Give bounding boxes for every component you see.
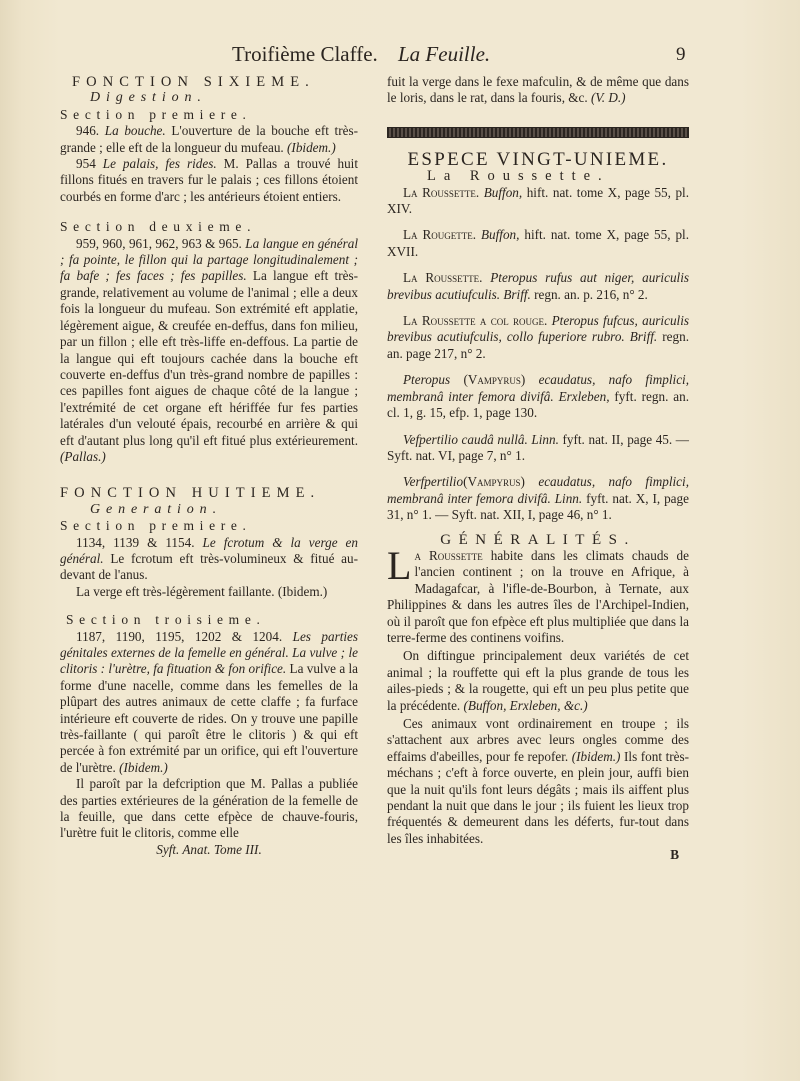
- header-class: Troifième Claffe.: [232, 42, 378, 66]
- synonym-1: [387, 185, 689, 218]
- running-header: [0, 42, 800, 72]
- synonym-latin: Pteropus rufus aut niger, auriculis brevibus acutiufculis. Briff.: [387, 270, 689, 302]
- article-text: L'ouverture de la bouche eft très-grande ; elle eft de la longueur du mufeau.: [60, 123, 358, 155]
- article-title: Le fcrotum & la verge en général.: [60, 534, 358, 566]
- espece-heading: ESPECE VINGT-UNIEME.: [407, 148, 669, 170]
- paragraph-946: [60, 123, 358, 156]
- section-premiere-heading-2: Section premiere.: [60, 518, 252, 534]
- article-title: La bouche.: [104, 123, 166, 139]
- synonym-ref: hift. nat. tome X, page 55, pl. XIV.: [387, 184, 690, 217]
- synonym-latin: Vefpertilio caudâ nullâ. Linn.: [403, 431, 559, 447]
- synonym-ref: fyft. nat. X, I, page 31, n° 1. — Syft. nat. XII, I, page 46, n° 1.: [387, 490, 689, 523]
- page-number: 9: [676, 44, 686, 65]
- generalites-paragraph-2: [387, 648, 689, 714]
- paragraph-1134: [60, 535, 358, 584]
- synonym-3: [387, 270, 689, 303]
- continuation-text: fuit la verge dans le fexe mafculin, & de même que dans le loris, dans le rat, dans la fouris, &c.: [387, 74, 689, 106]
- paragraph-1134-verge: La verge eft très-légèrement faillante. (Ibidem.): [76, 583, 328, 599]
- synonym-author: Buffon,: [483, 184, 523, 200]
- article-title: Le palais, fes rides.: [102, 156, 217, 172]
- paragraph-text: Ils font très-méchans ; c'eft à force ouverte, en plein jour, auffi bien que la nuit qu'ils font leurs dégâts ; mais ils aiffent plus pendant la nuit que dans le jour ; ils fuient les lieux trop fréquentés & demeurent dans les déferts, fur-tout dans les îles inhabitées.: [387, 748, 690, 846]
- fonction-huitieme-heading: FONCTION HUITIEME.: [60, 485, 321, 502]
- paragraph-954: [60, 156, 358, 205]
- digestion-heading: Digestion.: [90, 90, 207, 106]
- article-text: La vulve a la forme d'une nacelle, comme dans les femelles de la plûpart des autres animaux de cette claffe ; fa furface intérieure eft couverte de rides. On y trouve une papille très-faillante ( qui paroît être le clitoris ) & qui eft percée à fon extrémité par un orifice, qui eft l'ouverture de l'urètre.: [60, 661, 359, 775]
- synonym-name: La Rougette.: [403, 227, 477, 243]
- left-column: [60, 74, 358, 858]
- synonym-genus: Verfpertilio: [403, 474, 464, 490]
- roussette-heading: La Roussette.: [427, 168, 610, 185]
- article-text: M. Pallas a trouvé huit fillons fitués en travers fur le palais ; ces fillons étoient courbés en forme d'arc ; les antérieurs étoient entiers.: [60, 156, 358, 204]
- synonym-7: [387, 474, 689, 523]
- header-family: La Feuille.: [398, 42, 491, 66]
- generalites-paragraph-1: [387, 542, 690, 646]
- generation-heading: Generation.: [90, 501, 222, 517]
- synonym-name: La Roussette.: [403, 184, 480, 200]
- citation: (Ibidem.): [571, 748, 621, 764]
- section-premiere-heading: Section premiere.: [60, 106, 252, 122]
- synonym-ref: regn. an. p. 216, n° 2.: [530, 286, 648, 302]
- synonym-latin: ecaudatus, nafo fimplici, membranâ inter femora divifâ. Linn.: [387, 474, 689, 506]
- section-deuxieme-heading: Section deuxieme.: [60, 219, 257, 235]
- synonym-latin: Pteropus fufcus, auriculis brevibus acutiufculis, collo fuperiore rubro. Briff.: [387, 313, 690, 345]
- paragraph-text: Ces animaux vont ordinairement en troupe ; ils s'attachent aux arbres avec leurs ongles comme des effaims d'abeilles, pour fe repofer.: [387, 716, 689, 764]
- paragraph-text: habite dans les climats chauds de l'ancien continent ; on la trouve en Afrique, à Madagafcar, à l'ifle-de-Bourbon, à Ternate, aux Philippines & dans les autres îles de l'Archipel-Indien, où il paroît que fon efpèce eft plus multipliée que dans la terre-ferme des continens voifins.: [387, 547, 690, 645]
- synonym-ref: fyft. nat. II, page 45. — Syft. nat. VI, page 7, n° 1.: [387, 431, 689, 463]
- subject-name: a Roussette: [414, 547, 483, 563]
- citation: (Buffon, Erxleben, &c.): [463, 697, 588, 713]
- catchword: B: [670, 847, 679, 863]
- generalites-heading: GÉNÉRALITÉS.: [440, 531, 636, 548]
- article-text: Le fcrotum eft très-volumineux & fitué au-devant de l'anus.: [60, 550, 358, 583]
- paragraph-1187: [60, 629, 358, 777]
- synonym-name: La Roussette a col rouge.: [403, 313, 548, 329]
- generalites-paragraph-3: [387, 716, 689, 847]
- synonym-author: Buffon,: [480, 227, 520, 243]
- article-text: La langue eft très-grande, relativement au volume de l'animal ; elle a deux fois la longueur du mufeau. Son extrémité eft applatie, légèrement aigue, & creufée en-deffus, dans fon milieu, par un fillon ; elle eft très-liffe en-deffous. La partie de la langue qui eft toujours cachée dans la bouche eft couverte en-deffus d'un très-grand nombre de papilles : ces papilles font aigues de chaque côté de la langue ; l'extrémité de cet organe eft hériffée fur fes parties latérales d'un velouté épais, recourbé en arrière & qui eft d'autant plus long qu'il eft fitué plus extérieurement.: [60, 268, 358, 448]
- drop-cap: L: [387, 542, 412, 588]
- synonym-ref: hift. nat. tome X, page 55, pl. XVII.: [387, 227, 690, 259]
- article-number: 1187, 1190, 1195, 1202 & 1204.: [76, 628, 283, 644]
- right-column: [387, 74, 689, 864]
- paragraph-959: [60, 236, 358, 466]
- paragraph-text: On diftingue principalement deux variétés de cet animal ; la rouffette qui eft la plus grande de tous les ailes-pieds ; & la rougette, qui eft un peu plus petite que la précédente.: [387, 648, 689, 713]
- article-number: 946.: [76, 123, 100, 139]
- synonym-subgenus: (Vampyrus): [463, 474, 525, 490]
- fonction-sixieme-heading: FONCTION SIXIEME.: [72, 74, 315, 90]
- citation: (Pallas.): [60, 448, 106, 464]
- synonym-ref: regn. an. page 217, n° 2.: [387, 329, 690, 361]
- synonym-2: [387, 227, 689, 260]
- section-troisieme-heading: Section troisieme.: [66, 612, 266, 628]
- signature-footer: Syft. Anat. Tome III.: [156, 841, 262, 857]
- synonym-latin: ecaudatus, nafo fimplici, membranâ inter femora divifâ. Erxleben,: [387, 372, 690, 404]
- synonym-6: [387, 432, 689, 465]
- article-number: 1134, 1139 & 1154.: [76, 534, 195, 550]
- synonym-ref: fyft. regn. an. cl. 1, g. 15, efp. 1, page 130.: [387, 388, 690, 421]
- article-title: Les parties génitales externes de la femelle en général. La vulve ; le clitoris : l'urètre, fa fituation & fon orifice.: [60, 628, 359, 677]
- paragraph-pallas: Il paroît par la defcription que M. Pallas a publiée des parties extérieures de la génération de la femelle de la feuille, que dans cette efpèce de chauve-fouris, l'urètre fuit le clitoris, comme elle: [60, 776, 358, 841]
- synonym-4: [387, 313, 689, 362]
- paragraph-continuation: [387, 74, 689, 107]
- synonym-genus: Pteropus: [403, 372, 451, 388]
- article-number: 959, 960, 961, 962, 963 & 965.: [76, 235, 242, 251]
- citation: (Ibidem.): [287, 139, 336, 155]
- article-number: 954: [76, 156, 96, 172]
- citation: (V. D.): [591, 90, 626, 106]
- ornamental-rule: [387, 127, 689, 138]
- synonym-5: [387, 372, 689, 421]
- synonym-subgenus: (Vampyrus): [463, 372, 526, 388]
- article-title: La langue en général ; fa pointe, le fillon qui la partage longitudinalement ; fa bafe ; fes faces ; fes papilles.: [60, 235, 359, 284]
- synonym-name: La Roussette.: [403, 270, 483, 286]
- citation: (Ibidem.): [119, 759, 168, 775]
